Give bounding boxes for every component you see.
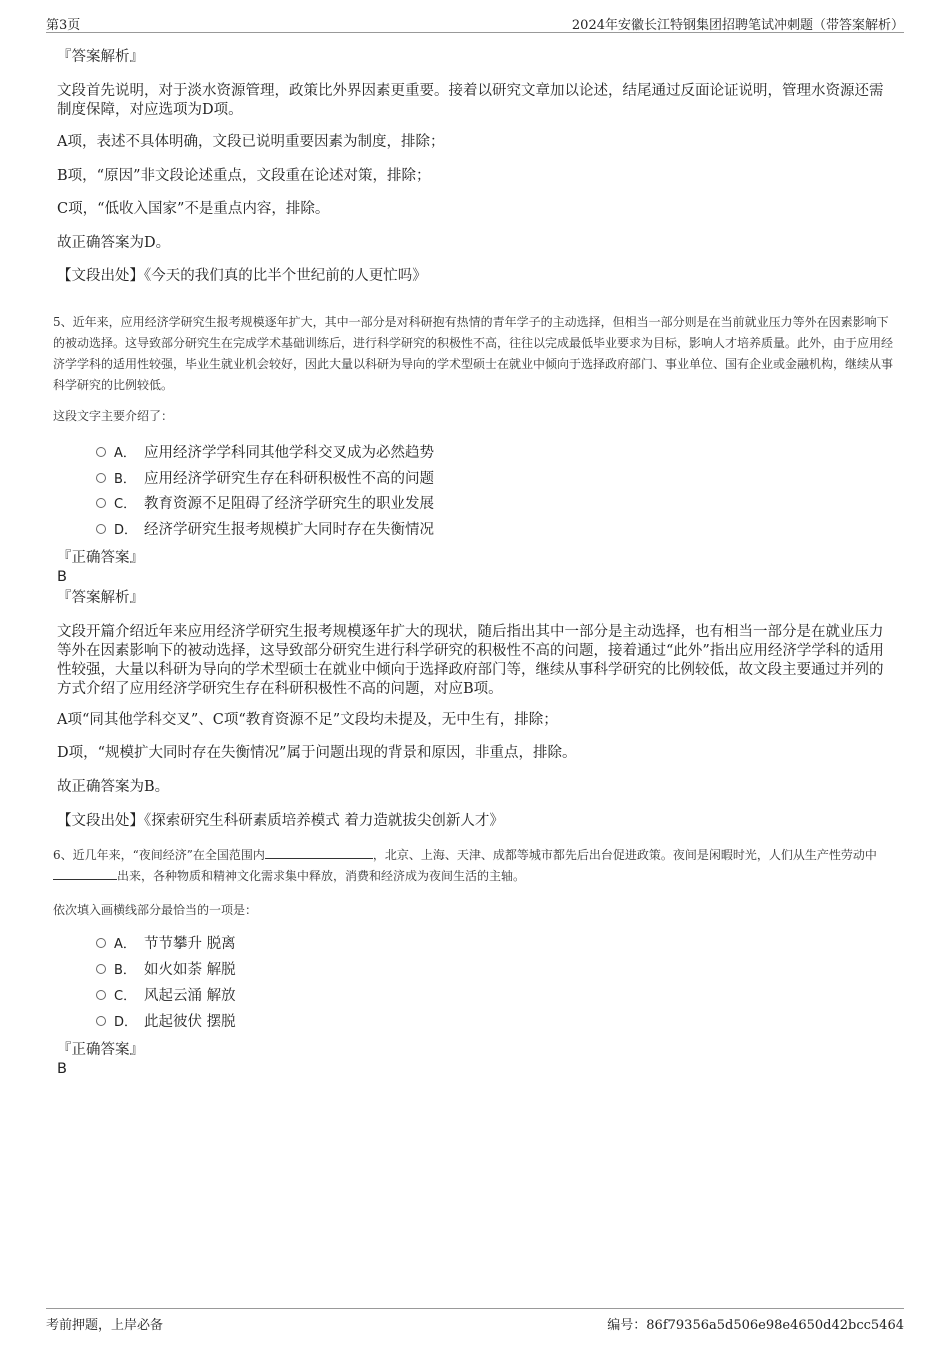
document-id: 编号：86f79356a5d506e98e4650d42bcc5464 (607, 1318, 904, 1333)
q5-source: 【文段出处】《探索研究生科研素质培养模式 着力造就拔尖创新人才》 (57, 813, 504, 829)
q5-analysis-label: 『答案解析』 (57, 590, 144, 606)
q6-option-d[interactable]: D． 此起彼伏 摆脱 (96, 1013, 236, 1032)
q6-prompt: 依次填入画横线部分最恰当的一项是： (53, 903, 258, 917)
q6-answer: B (57, 1061, 67, 1077)
radio-icon[interactable] (96, 447, 106, 457)
q5-answer: B (57, 569, 67, 585)
q5-stem: 5、近年来，应用经济学研究生报考规模逐年扩大，其中一部分是对科研抱有热情的青年学子的主动选择，但相当一部分则是在当前就业压力等外在因素影响下的被动选择。这导致部分研究生在完成学术基础训练后，进行科学研究的积极性不高，往往以完成最低毕业要求为目标，影响人才培养质量。此外，由于应用经济学学科的适用性较强，毕业生就业机会较好，因此大量以科研为导向的学术型硕士在就业中倾向于选择政府部门、事业单位、国有企业或金融机构，继续从事科学研究的比例较低。 (53, 315, 894, 392)
q5-analysis-paragraph: 文段开篇介绍近年来应用经济学研究生报考规模逐年扩大的现状，随后指出其中一部分是主动选择，也有相当一部分是在就业压力等外在因素影响下的被动选择，这导致部分研究生进行科学研究的积极性不高的问题，接着通过“此外”指出应用经济学学科的适用性较强，大量以科研为导向的学术型硕士在就业中倾向于选择政府部门等，继续从事科学研究的比例较低，故文段主要通过并列的方式介绍了应用经济学研究生存在科研积极性不高的问题，对应B项。 (57, 624, 884, 697)
q6-stem: 6、近几年来，“夜间经济”在全国范围内 ，北京、上海、天津、成都等城市都先后出台促进政策。夜间是闲暇时光，人们从生产性劳动中出来，各种物质和精神文化需求集中释放，消费和经济成为夜间生活的主轴。 (53, 848, 877, 883)
q4-analysis-option-b: B项，“原因”非文段论述重点，文段重在论述对策，排除； (57, 168, 431, 184)
q4-analysis-option-c: C项，“低收入国家”不是重点内容，排除。 (57, 201, 330, 217)
q5-prompt: 这段文字主要介绍了： (53, 409, 174, 423)
radio-icon[interactable] (96, 1016, 106, 1026)
q6-option-a[interactable]: A． 节节攀升 脱离 (96, 935, 236, 954)
q5-option-b[interactable]: B． 应用经济学研究生存在科研积极性不高的问题 (96, 470, 434, 489)
page-header (46, 12, 904, 33)
fill-blank-1[interactable] (265, 846, 373, 859)
q5-option-d[interactable]: D． 经济学研究生报考规模扩大同时存在失衡情况 (96, 521, 434, 540)
q5-conclusion: 故正确答案为B。 (57, 779, 170, 795)
radio-icon[interactable] (96, 938, 106, 948)
footer-slogan: 考前押题，上岸必备 (46, 1318, 164, 1333)
q4-conclusion: 故正确答案为D。 (57, 235, 171, 251)
q4-analysis-option-a: A项，表述不具体明确，文段已说明重要因素为制度，排除； (57, 134, 445, 150)
q6-answer-label: 『正确答案』 (57, 1042, 144, 1058)
q5-analysis-options-ac: A项“同其他学科交叉”、C项“教育资源不足”文段均未提及，无中生有，排除； (57, 712, 558, 728)
q4-analysis-paragraph: 文段首先说明，对于淡水资源管理，政策比外界因素更重要。接着以研究文章加以论述，结尾通过反面论证说明，管理水资源还需制度保障，对应选项为D项。 (57, 83, 884, 118)
radio-icon[interactable] (96, 524, 106, 534)
q6-option-c[interactable]: C． 风起云涌 解放 (96, 987, 236, 1006)
q5-answer-label: 『正确答案』 (57, 550, 144, 566)
radio-icon[interactable] (96, 964, 106, 974)
radio-icon[interactable] (96, 498, 106, 508)
page-number: 第3页 (46, 18, 81, 33)
q6-option-b[interactable]: B． 如火如荼 解脱 (96, 961, 236, 980)
q5-analysis-option-d: D项，“规模扩大同时存在失衡情况”属于问题出现的背景和原因，非重点，排除。 (57, 745, 577, 761)
radio-icon[interactable] (96, 990, 106, 1000)
fill-blank-2[interactable] (53, 867, 117, 880)
q5-option-c[interactable]: C． 教育资源不足阻碍了经济学研究生的职业发展 (96, 495, 434, 514)
document-title: 2024年安徽长江特钢集团招聘笔试冲刺题（带答案解析） (571, 18, 904, 33)
q4-source: 【文段出处】《今天的我们真的比半个世纪前的人更忙吗》 (57, 268, 427, 284)
q4-analysis-label: 『答案解析』 (57, 49, 144, 65)
radio-icon[interactable] (96, 473, 106, 483)
page-footer (46, 1308, 904, 1333)
q5-option-a[interactable]: A． 应用经济学学科同其他学科交叉成为必然趋势 (96, 444, 434, 463)
